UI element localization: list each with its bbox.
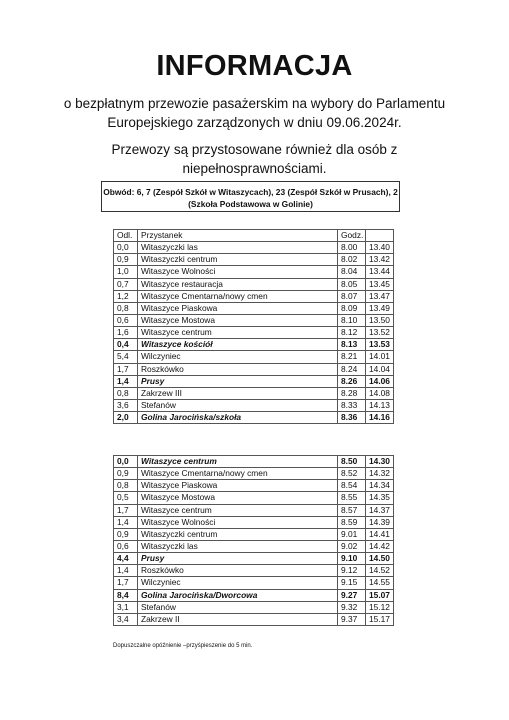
distance-cell: 1,4	[114, 516, 138, 528]
time-afternoon-cell: 13.53	[366, 339, 394, 351]
time-morning-cell: 8.21	[338, 351, 366, 363]
stop-name-cell: Witaszyce Piaskowa	[138, 302, 338, 314]
stop-name-cell: Witaszyce Cmentarna/nowy cmen	[138, 468, 338, 480]
distance-cell: 0,9	[114, 468, 138, 480]
stop-name-cell: Witaszyczki centrum	[138, 528, 338, 540]
table-row	[114, 266, 394, 278]
stop-name-cell: Witaszyce centrum	[138, 456, 338, 468]
distance-cell: 0,8	[114, 387, 138, 399]
table-row	[114, 242, 394, 254]
time-afternoon-cell: 14.06	[366, 375, 394, 387]
table-row	[114, 399, 394, 411]
time-afternoon-cell: 14.01	[366, 351, 394, 363]
time-afternoon-cell: 14.55	[366, 577, 394, 589]
stop-name-cell: Zakrzew II	[138, 613, 338, 625]
table-row	[114, 339, 394, 351]
time-afternoon-cell: 13.45	[366, 278, 394, 290]
stop-name-cell: Stefanów	[138, 399, 338, 411]
time-morning-cell: 9.01	[338, 528, 366, 540]
time-afternoon-cell: 13.47	[366, 290, 394, 302]
table-row	[114, 278, 394, 290]
stop-name-cell: Witaszyczki centrum	[138, 254, 338, 266]
time-morning-cell: 8.50	[338, 456, 366, 468]
header-time-2	[366, 230, 394, 242]
stop-name-cell: Golina Jarocińska/szkoła	[138, 412, 338, 424]
distance-cell: 3,1	[114, 601, 138, 613]
stop-name-cell: Wilczyniec	[138, 577, 338, 589]
stop-name-cell: Witaszyce Piaskowa	[138, 480, 338, 492]
time-morning-cell: 8.55	[338, 492, 366, 504]
time-afternoon-cell: 13.42	[366, 254, 394, 266]
time-afternoon-cell: 14.35	[366, 492, 394, 504]
time-morning-cell: 8.28	[338, 387, 366, 399]
time-afternoon-cell: 14.13	[366, 399, 394, 411]
schedule-table-2	[113, 455, 394, 626]
time-afternoon-cell: 13.52	[366, 327, 394, 339]
stop-name-cell: Witaszyce centrum	[138, 504, 338, 516]
time-afternoon-cell: 14.37	[366, 504, 394, 516]
distance-cell: 5,4	[114, 351, 138, 363]
table-row	[114, 363, 394, 375]
time-afternoon-cell: 15.12	[366, 601, 394, 613]
stop-name-cell: Witaszyczki las	[138, 242, 338, 254]
time-morning-cell: 8.26	[338, 375, 366, 387]
table-row	[114, 468, 394, 480]
distance-cell: 0,9	[114, 528, 138, 540]
table-row	[114, 290, 394, 302]
time-morning-cell: 8.33	[338, 399, 366, 411]
time-morning-cell: 8.02	[338, 254, 366, 266]
table-row	[114, 589, 394, 601]
time-afternoon-cell: 13.44	[366, 266, 394, 278]
time-afternoon-cell: 13.40	[366, 242, 394, 254]
stop-name-cell: Roszkówko	[138, 363, 338, 375]
table-row	[114, 351, 394, 363]
table-row	[114, 565, 394, 577]
distance-cell: 1,7	[114, 577, 138, 589]
time-afternoon-cell: 14.04	[366, 363, 394, 375]
time-morning-cell: 8.52	[338, 468, 366, 480]
time-morning-cell: 9.12	[338, 565, 366, 577]
stop-name-cell: Stefanów	[138, 601, 338, 613]
distance-cell: 0,6	[114, 540, 138, 552]
time-afternoon-cell: 15.17	[366, 613, 394, 625]
time-afternoon-cell: 14.39	[366, 516, 394, 528]
page-title: INFORMACJA	[156, 50, 353, 82]
table-row	[114, 327, 394, 339]
time-afternoon-cell: 14.30	[366, 456, 394, 468]
stop-name-cell: Witaszyczki las	[138, 540, 338, 552]
schedule-table-1	[113, 229, 394, 424]
table-row	[114, 492, 394, 504]
distance-cell: 1,0	[114, 266, 138, 278]
table-row	[114, 387, 394, 399]
time-morning-cell: 9.10	[338, 553, 366, 565]
distance-cell: 0,9	[114, 254, 138, 266]
stop-name-cell: Witaszyce Mostowa	[138, 492, 338, 504]
time-afternoon-cell: 14.08	[366, 387, 394, 399]
distance-cell: 0,4	[114, 339, 138, 351]
time-morning-cell: 8.05	[338, 278, 366, 290]
time-afternoon-cell: 15.07	[366, 589, 394, 601]
table-row	[114, 375, 394, 387]
table-row	[114, 577, 394, 589]
stop-name-cell: Golina Jarocińska/Dworcowa	[138, 589, 338, 601]
stop-name-cell: Prusy	[138, 553, 338, 565]
table-row	[114, 528, 394, 540]
circuit-info-box: Obwód: 6, 7 (Zespół Szkół w Witaszycach), 23 (Zespół Szkół w Prusach), 2 (Szkoła Podstawowa w Golinie)	[101, 181, 400, 212]
stop-name-cell: Witaszyce Wolności	[138, 266, 338, 278]
distance-cell: 8,4	[114, 589, 138, 601]
stop-name-cell: Witaszyce Mostowa	[138, 314, 338, 326]
header-distance: Odl.	[114, 230, 138, 242]
distance-cell: 0,0	[114, 242, 138, 254]
table-row	[114, 553, 394, 565]
table-row	[114, 601, 394, 613]
time-morning-cell: 8.36	[338, 412, 366, 424]
distance-cell: 1,6	[114, 327, 138, 339]
header-time: Godz.	[338, 230, 366, 242]
time-morning-cell: 8.12	[338, 327, 366, 339]
distance-cell: 1,2	[114, 290, 138, 302]
time-morning-cell: 8.10	[338, 314, 366, 326]
table-row	[114, 516, 394, 528]
stop-name-cell: Zakrzew III	[138, 387, 338, 399]
stop-name-cell: Witaszyce Wolności	[138, 516, 338, 528]
schedule-table-2-body	[114, 456, 394, 626]
distance-cell: 0,8	[114, 302, 138, 314]
time-afternoon-cell: 14.41	[366, 528, 394, 540]
distance-cell: 4,4	[114, 553, 138, 565]
distance-cell: 1,7	[114, 504, 138, 516]
table-row	[114, 254, 394, 266]
intro-text: o bezpłatnym przewozie pasażerskim na wybory do Parlamentu Europejskiego zarządzonych w dniu 09.06.2024r.	[63, 96, 446, 130]
table-row	[114, 456, 394, 468]
distance-cell: 0,7	[114, 278, 138, 290]
stop-name-cell: Wilczyniec	[138, 351, 338, 363]
delay-note: Dopuszczalne opóźnienie –przyśpieszenie do 5 min.	[113, 643, 253, 649]
time-afternoon-cell: 14.52	[366, 565, 394, 577]
distance-cell: 1,4	[114, 565, 138, 577]
distance-cell: 0,0	[114, 456, 138, 468]
time-morning-cell: 8.09	[338, 302, 366, 314]
stop-name-cell: Witaszyce Cmentarna/nowy cmen	[138, 290, 338, 302]
header-stop: Przystanek	[138, 230, 338, 242]
table-row	[114, 613, 394, 625]
time-morning-cell: 9.15	[338, 577, 366, 589]
time-morning-cell: 8.54	[338, 480, 366, 492]
time-morning-cell: 8.59	[338, 516, 366, 528]
time-morning-cell: 9.32	[338, 601, 366, 613]
distance-cell: 0,5	[114, 492, 138, 504]
time-morning-cell: 8.07	[338, 290, 366, 302]
distance-cell: 3,6	[114, 399, 138, 411]
time-afternoon-cell: 13.49	[366, 302, 394, 314]
time-afternoon-cell: 14.16	[366, 412, 394, 424]
time-morning-cell: 8.13	[338, 339, 366, 351]
time-morning-cell: 9.27	[338, 589, 366, 601]
stop-name-cell: Witaszyce centrum	[138, 327, 338, 339]
distance-cell: 1,4	[114, 375, 138, 387]
table-row	[114, 302, 394, 314]
distance-cell: 3,4	[114, 613, 138, 625]
distance-cell: 0,8	[114, 480, 138, 492]
time-afternoon-cell: 14.32	[366, 468, 394, 480]
time-morning-cell: 8.00	[338, 242, 366, 254]
time-morning-cell: 9.02	[338, 540, 366, 552]
time-afternoon-cell: 13.50	[366, 314, 394, 326]
table-row	[114, 480, 394, 492]
table-row	[114, 504, 394, 516]
time-afternoon-cell: 14.50	[366, 553, 394, 565]
schedule-table-1-body	[114, 242, 394, 424]
time-afternoon-cell: 14.42	[366, 540, 394, 552]
time-morning-cell: 9.37	[338, 613, 366, 625]
distance-cell: 2,0	[114, 412, 138, 424]
accessibility-text: Przewozy są przystosowane również dla osób z niepełnosprawnościami.	[111, 142, 398, 176]
time-afternoon-cell: 14.34	[366, 480, 394, 492]
table-row	[114, 314, 394, 326]
distance-cell: 1,7	[114, 363, 138, 375]
time-morning-cell: 8.04	[338, 266, 366, 278]
table-row	[114, 540, 394, 552]
time-morning-cell: 8.24	[338, 363, 366, 375]
time-morning-cell: 8.57	[338, 504, 366, 516]
stop-name-cell: Roszkówko	[138, 565, 338, 577]
table-row	[114, 412, 394, 424]
distance-cell: 0,6	[114, 314, 138, 326]
stop-name-cell: Prusy	[138, 375, 338, 387]
stop-name-cell: Witaszyce restauracja	[138, 278, 338, 290]
table-header-row	[114, 230, 394, 242]
stop-name-cell: Witaszyce kościół	[138, 339, 338, 351]
